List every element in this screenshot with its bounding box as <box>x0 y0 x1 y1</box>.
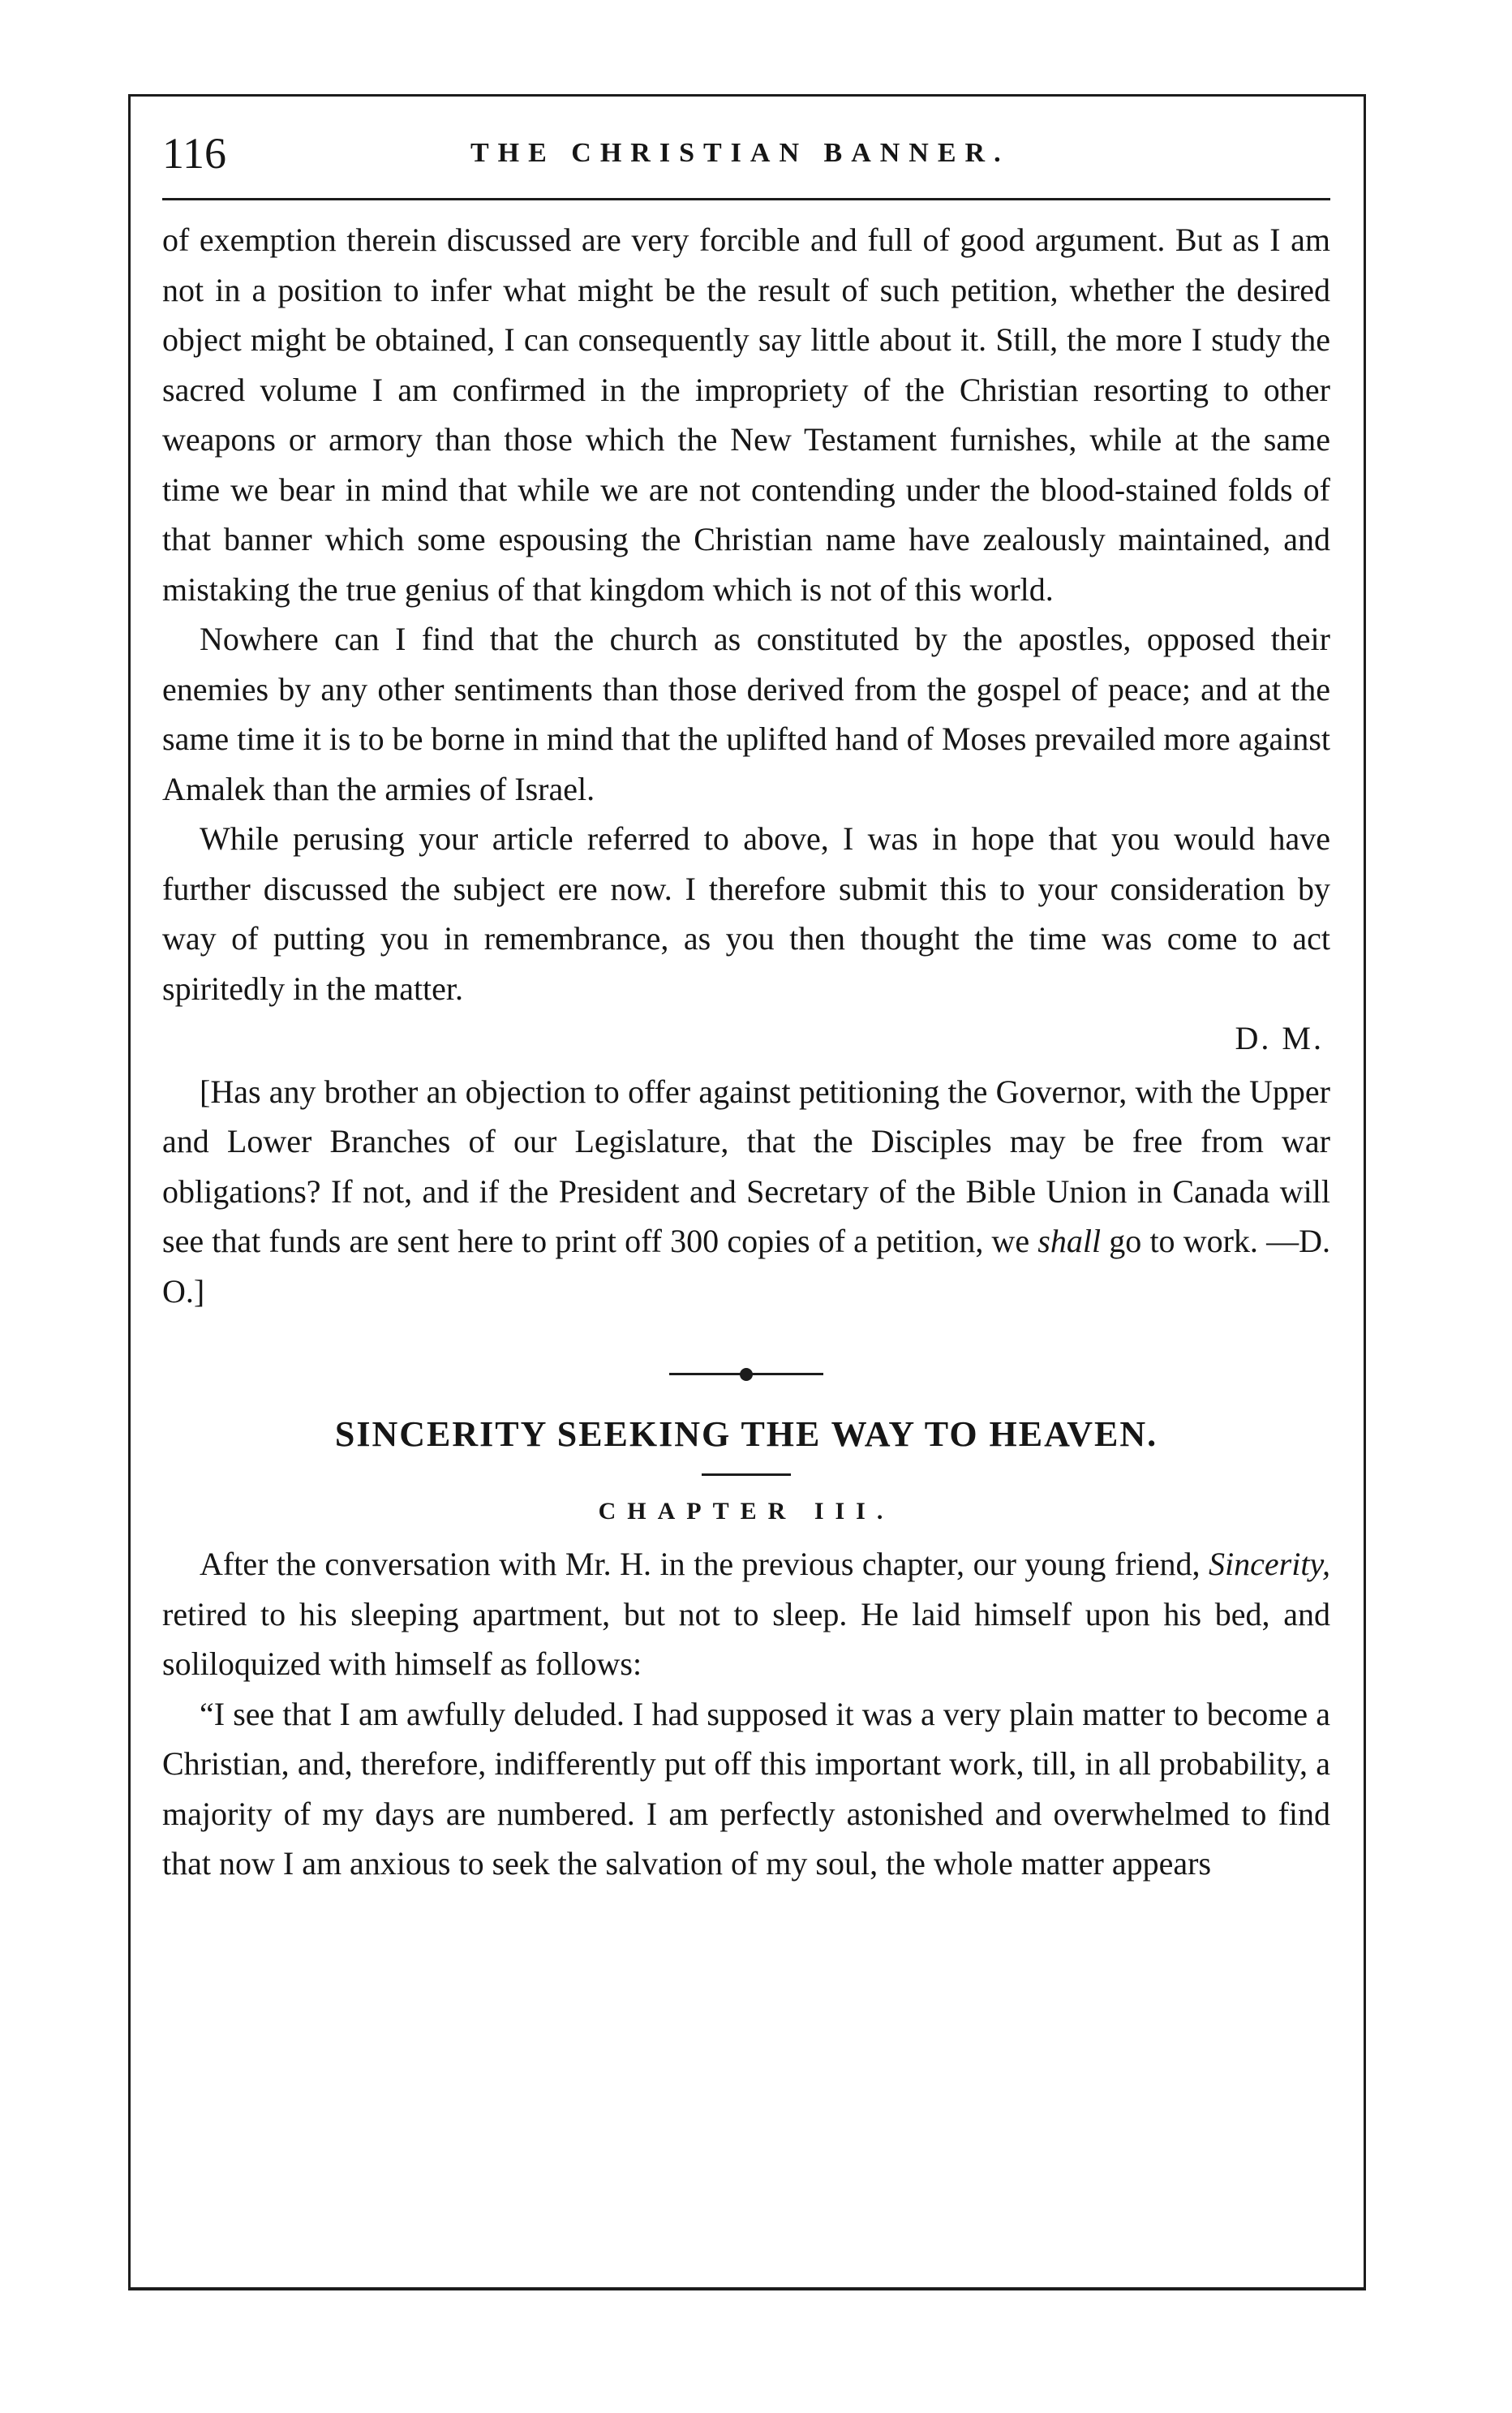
section-ornament <box>669 1365 823 1384</box>
chapter-heading: CHAPTER III. <box>598 1498 895 1525</box>
page-body <box>162 215 1330 1889</box>
header-rule <box>162 198 1330 200</box>
article-p1-text-1: After the conversation with Mr. H. in the previous chapter, our young friend, <box>200 1546 1209 1582</box>
letter-paragraph-2: Nowhere can I find that the church as constituted by the apostles, opposed their enemies by any other sentiments than those derived from the gospel of peace; and at the same time it is to be borne in mind that the uplifted hand of Moses prevailed more against Amalek than the armies of Israel. <box>162 621 1330 807</box>
page-number: 116 <box>162 129 226 178</box>
running-head: THE CHRISTIAN BANNER. <box>470 138 1010 168</box>
letter-paragraph-3: While perusing your article referred to above, I was in hope that you would have further discussed the subject ere now. I therefore submit this to your consideration by way of putting you in remembrance, as you then thought the time was come to act spiritedly in the matter. <box>162 820 1330 1007</box>
editor-note-italic: shall <box>1037 1223 1102 1259</box>
page-header <box>162 122 1330 187</box>
editor-note-text-1: [Has any brother an objection to offer against petitioning the Governor, with the Upper and Lower Branches of our Legislature, that the Disciples may be free from war obligations? If not, and if the President and Secretary of the Bible Union in Canada will see that funds are sent here to print off 300 copies of a petition, we <box>162 1073 1330 1259</box>
title-rule <box>702 1473 791 1476</box>
article-p1-italic: Sincerity, <box>1209 1546 1330 1582</box>
letter-paragraph-1: of exemption therein discussed are very forcible and full of good argument. But as I am not in a position to infer what might be the result of such petition, whether the desired object might be obtained, I can consequently say little about it. Still, the more I study the sacred volume I am confirmed in the impropriety of the Christian resorting to other weapons or armory than those which the New Testament furnishes, while at the same time we bear in mind that while we are not contending under the blood-stained folds of that banner which some espousing the Christian name have zealously maintained, and mistaking the true genius of that kingdom which is not of this world. <box>162 222 1330 608</box>
letter-signature: D. M. <box>1235 1020 1324 1056</box>
ornament-dot <box>740 1368 753 1381</box>
editor-note <box>162 1067 1330 1317</box>
article-p1-text-2: retired to his sleeping apartment, but not to sleep. He laid himself upon his bed, and soliloquized with himself as follows: <box>162 1595 1330 1682</box>
editor-note-text-2: go to work. —D. O.] <box>162 1223 1330 1310</box>
article-title: SINCERITY SEEKING THE WAY TO HEAVEN. <box>334 1414 1158 1454</box>
article-paragraph-1 <box>162 1539 1330 1689</box>
article-paragraph-2: “I see that I am awfully deluded. I had supposed it was a very plain matter to become a Christian, and, therefore, indifferently put off this important work, till, in all probability, a majority of my days are numbered. I am perfectly astonished and overwhelmed to find that now I am anxious to seek the salvation of my soul, the whole matter appears <box>162 1695 1330 1882</box>
